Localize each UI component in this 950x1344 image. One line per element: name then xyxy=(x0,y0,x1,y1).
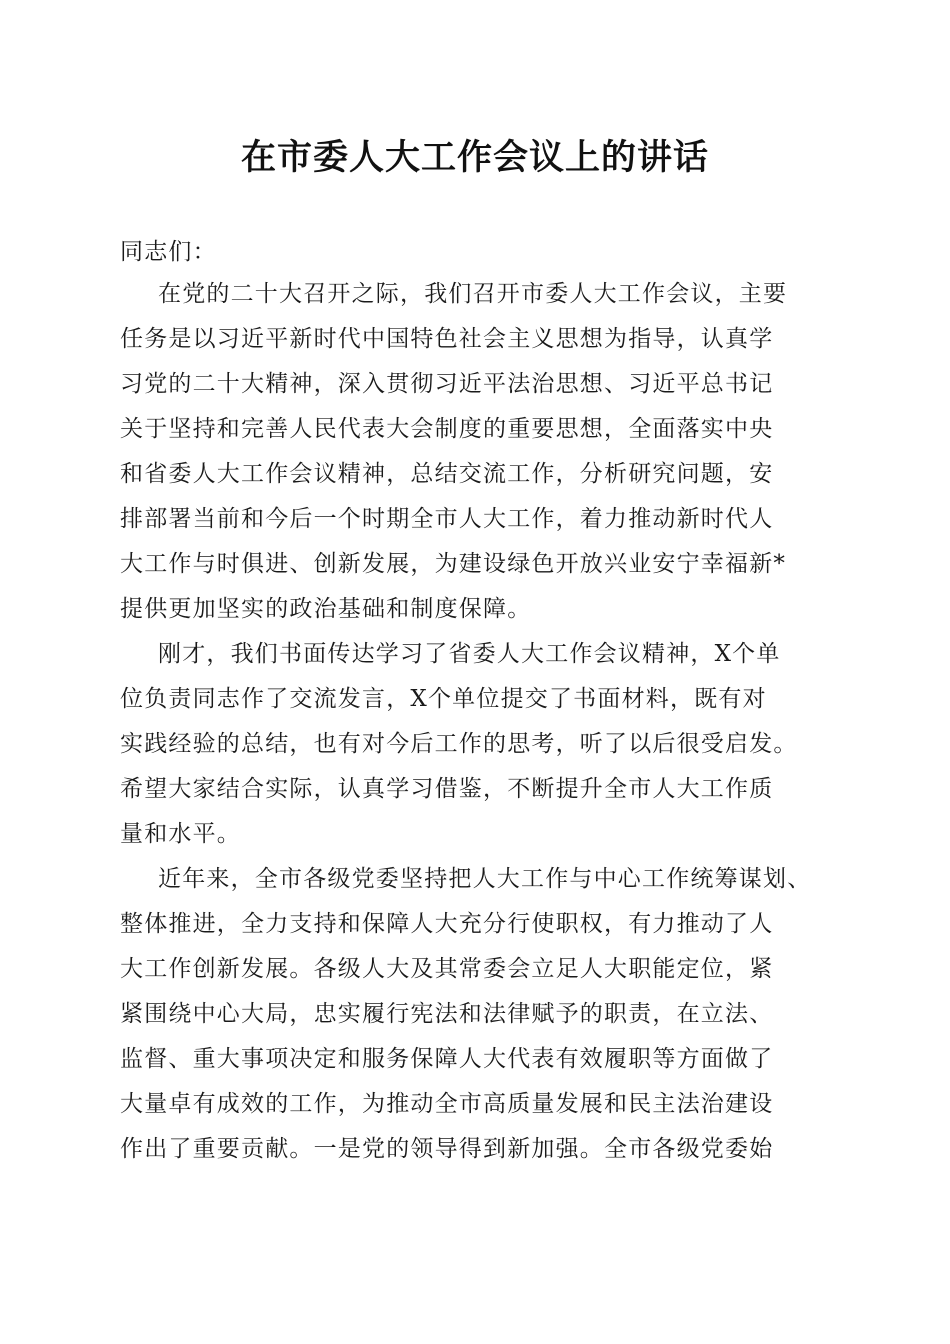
salutation: 同志们： xyxy=(120,239,217,265)
text-line: 在党的二十大召开之际，我们召开市委人大工作会议，主要 xyxy=(158,281,788,307)
text-line: 关于坚持和完善人民代表大会制度的重要思想，全面落实中央 xyxy=(120,416,774,442)
text-line: 和省委人大工作会议精神，总结交流工作，分析研究问题，安 xyxy=(120,461,774,487)
text-line: 位负责同志作了交流发言，X个单位提交了书面材料，既有对 xyxy=(120,686,767,712)
text-line: 量和水平。 xyxy=(120,821,241,847)
text-line: 刚才，我们书面传达学习了省委人大工作会议精神，X个单 xyxy=(158,641,781,667)
text-line: 提供更加坚实的政治基础和制度保障。 xyxy=(120,596,532,622)
text-line: 大量卓有成效的工作，为推动全市高质量发展和民主法治建设 xyxy=(120,1091,774,1117)
text-line: 任务是以习近平新时代中国特色社会主义思想为指导，认真学 xyxy=(120,326,774,352)
text-line: 近年来，全市各级党委坚持把人大工作与中心工作统筹谋划、 xyxy=(158,866,812,892)
text-line: 监督、重大事项决定和服务保障人大代表有效履职等方面做了 xyxy=(120,1046,774,1072)
text-line: 习党的二十大精神，深入贯彻习近平法治思想、习近平总书记 xyxy=(120,371,774,397)
text-line: 作出了重要贡献。一是党的领导得到新加强。全市各级党委始 xyxy=(120,1136,774,1162)
text-line: 希望大家结合实际，认真学习借鉴，不断提升全市人大工作质 xyxy=(120,776,774,802)
text-line: 紧围绕中心大局，忠实履行宪法和法律赋予的职责，在立法、 xyxy=(120,1001,774,1027)
text-line: 排部署当前和今后一个时期全市人大工作，着力推动新时代人 xyxy=(120,506,774,532)
text-line: 大工作与时俱进、创新发展，为建设绿色开放兴业安宁幸福新* xyxy=(120,551,787,577)
document-body xyxy=(120,232,832,1172)
text-line: 大工作创新发展。各级人大及其常委会立足人大职能定位，紧 xyxy=(120,956,774,982)
text-line: 实践经验的总结，也有对今后工作的思考，听了以后很受启发。 xyxy=(120,731,798,757)
document-title: 在市委人大工作会议上的讲话 xyxy=(240,137,709,178)
text-line: 整体推进，全力支持和保障人大充分行使职权，有力推动了人 xyxy=(120,911,774,937)
